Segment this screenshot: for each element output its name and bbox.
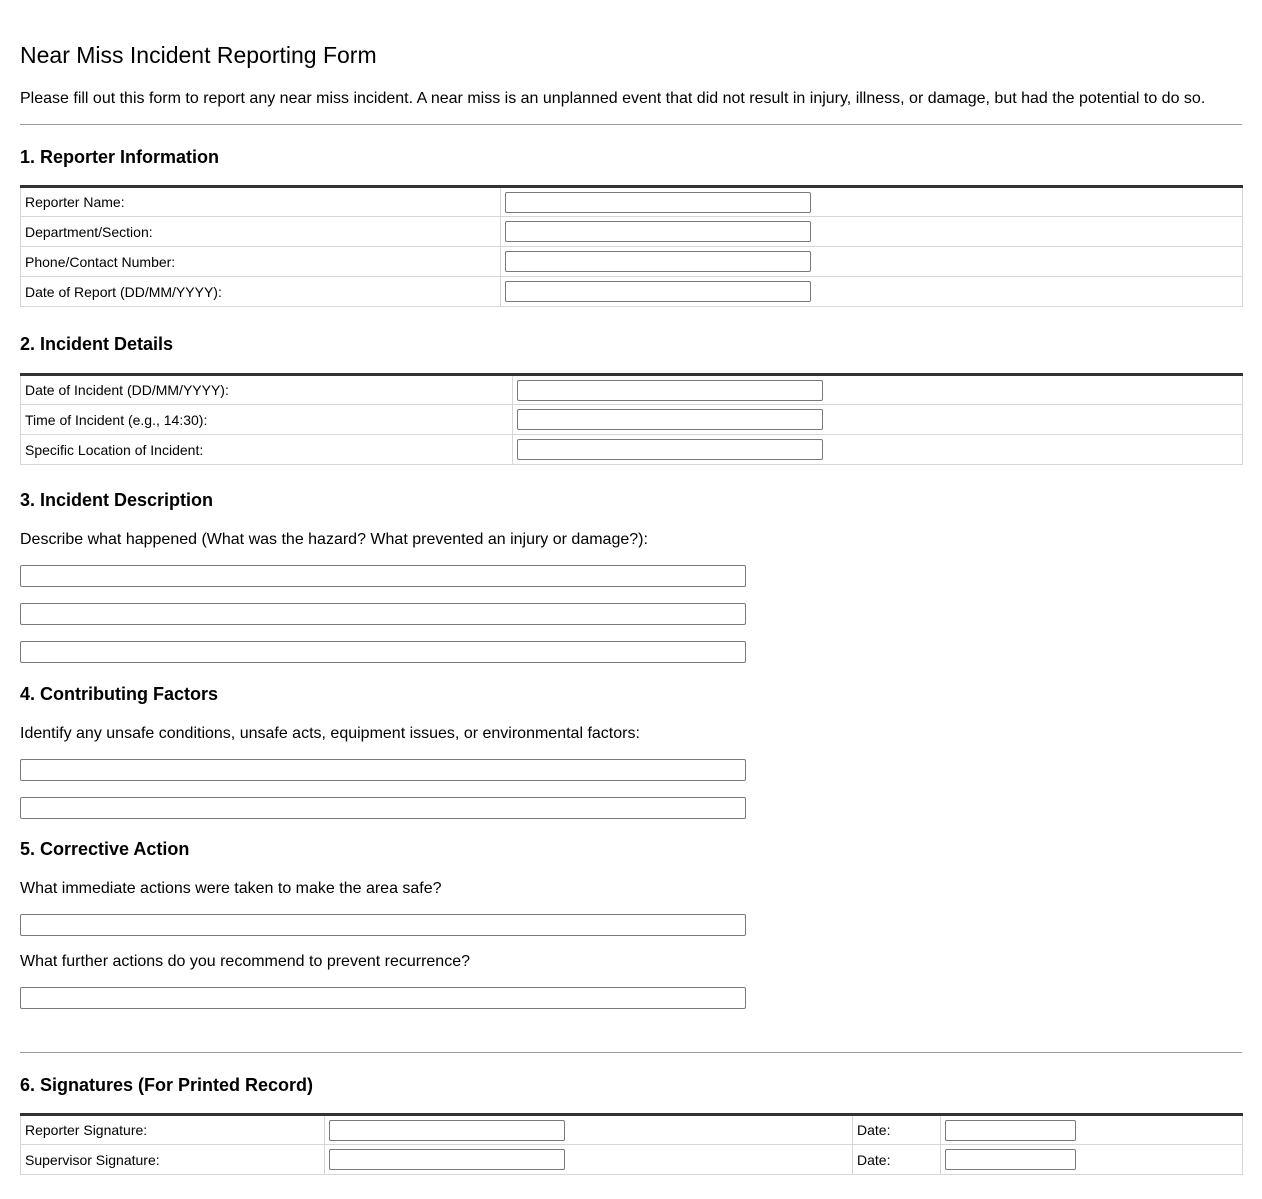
incident-details-table bbox=[20, 373, 1243, 465]
incident-description-line-1[interactable] bbox=[20, 565, 746, 587]
phone-contact-field[interactable] bbox=[505, 251, 811, 272]
table-row bbox=[21, 1115, 1243, 1145]
table-row bbox=[21, 247, 1243, 277]
further-actions-prompt: What further actions do you recommend to prevent recurrence? bbox=[20, 953, 470, 970]
incident-description-line-3[interactable] bbox=[20, 641, 746, 663]
reporter-information-table bbox=[20, 185, 1243, 307]
contributing-factors-line-1[interactable] bbox=[20, 759, 746, 781]
field-label: Reporter Name: bbox=[21, 187, 501, 217]
table-row bbox=[21, 187, 1243, 217]
field-label: Date: bbox=[853, 1115, 941, 1145]
reporter-signature-date-field[interactable] bbox=[945, 1120, 1076, 1141]
table-row bbox=[21, 277, 1243, 307]
signatures-table bbox=[20, 1113, 1243, 1175]
field-label: Supervisor Signature: bbox=[21, 1145, 325, 1175]
field-label: Specific Location of Incident: bbox=[21, 435, 513, 465]
immediate-actions-prompt: What immediate actions were taken to make the area safe? bbox=[20, 880, 442, 897]
section-heading-reporter-information: 1. Reporter Information bbox=[20, 147, 220, 167]
section-heading-contributing-factors: 4. Contributing Factors bbox=[20, 684, 218, 704]
immediate-actions-field[interactable] bbox=[20, 914, 746, 936]
field-label: Department/Section: bbox=[21, 217, 501, 247]
date-of-report-field[interactable] bbox=[505, 281, 811, 302]
page-title: Near Miss Incident Reporting Form bbox=[20, 42, 377, 68]
supervisor-signature-date-field[interactable] bbox=[945, 1149, 1076, 1170]
field-label: Date: bbox=[853, 1145, 941, 1175]
supervisor-signature-field[interactable] bbox=[329, 1149, 565, 1170]
section-heading-corrective-action: 5. Corrective Action bbox=[20, 839, 190, 859]
form-intro: Please fill out this form to report any near miss incident. A near miss is an unplanned event that did not result in injury, illness, or damage, but had the potential to do so. bbox=[20, 90, 1206, 107]
incident-location-field[interactable] bbox=[517, 439, 823, 460]
section-heading-incident-details: 2. Incident Details bbox=[20, 334, 174, 354]
contributing-factors-line-2[interactable] bbox=[20, 797, 746, 819]
field-label: Phone/Contact Number: bbox=[21, 247, 501, 277]
reporter-signature-field[interactable] bbox=[329, 1120, 565, 1141]
table-row bbox=[21, 405, 1243, 435]
department-section-field[interactable] bbox=[505, 221, 811, 242]
section-heading-incident-description: 3. Incident Description bbox=[20, 490, 214, 510]
contributing-factors-prompt: Identify any unsafe conditions, unsafe acts, equipment issues, or environmental factors: bbox=[20, 725, 640, 742]
field-label: Date of Incident (DD/MM/YYYY): bbox=[21, 375, 513, 405]
field-label: Date of Report (DD/MM/YYYY): bbox=[21, 277, 501, 307]
section-heading-signatures: 6. Signatures (For Printed Record) bbox=[20, 1075, 314, 1095]
divider bbox=[20, 1052, 1242, 1053]
further-actions-field[interactable] bbox=[20, 987, 746, 1009]
field-label: Time of Incident (e.g., 14:30): bbox=[21, 405, 513, 435]
time-of-incident-field[interactable] bbox=[517, 409, 823, 430]
divider bbox=[20, 124, 1242, 125]
table-row bbox=[21, 1145, 1243, 1175]
reporter-name-field[interactable] bbox=[505, 192, 811, 213]
incident-description-line-2[interactable] bbox=[20, 603, 746, 625]
table-row bbox=[21, 217, 1243, 247]
table-row bbox=[21, 435, 1243, 465]
date-of-incident-field[interactable] bbox=[517, 380, 823, 401]
incident-description-prompt: Describe what happened (What was the hazard? What prevented an injury or damage?): bbox=[20, 531, 648, 548]
table-row bbox=[21, 375, 1243, 405]
field-label: Reporter Signature: bbox=[21, 1115, 325, 1145]
